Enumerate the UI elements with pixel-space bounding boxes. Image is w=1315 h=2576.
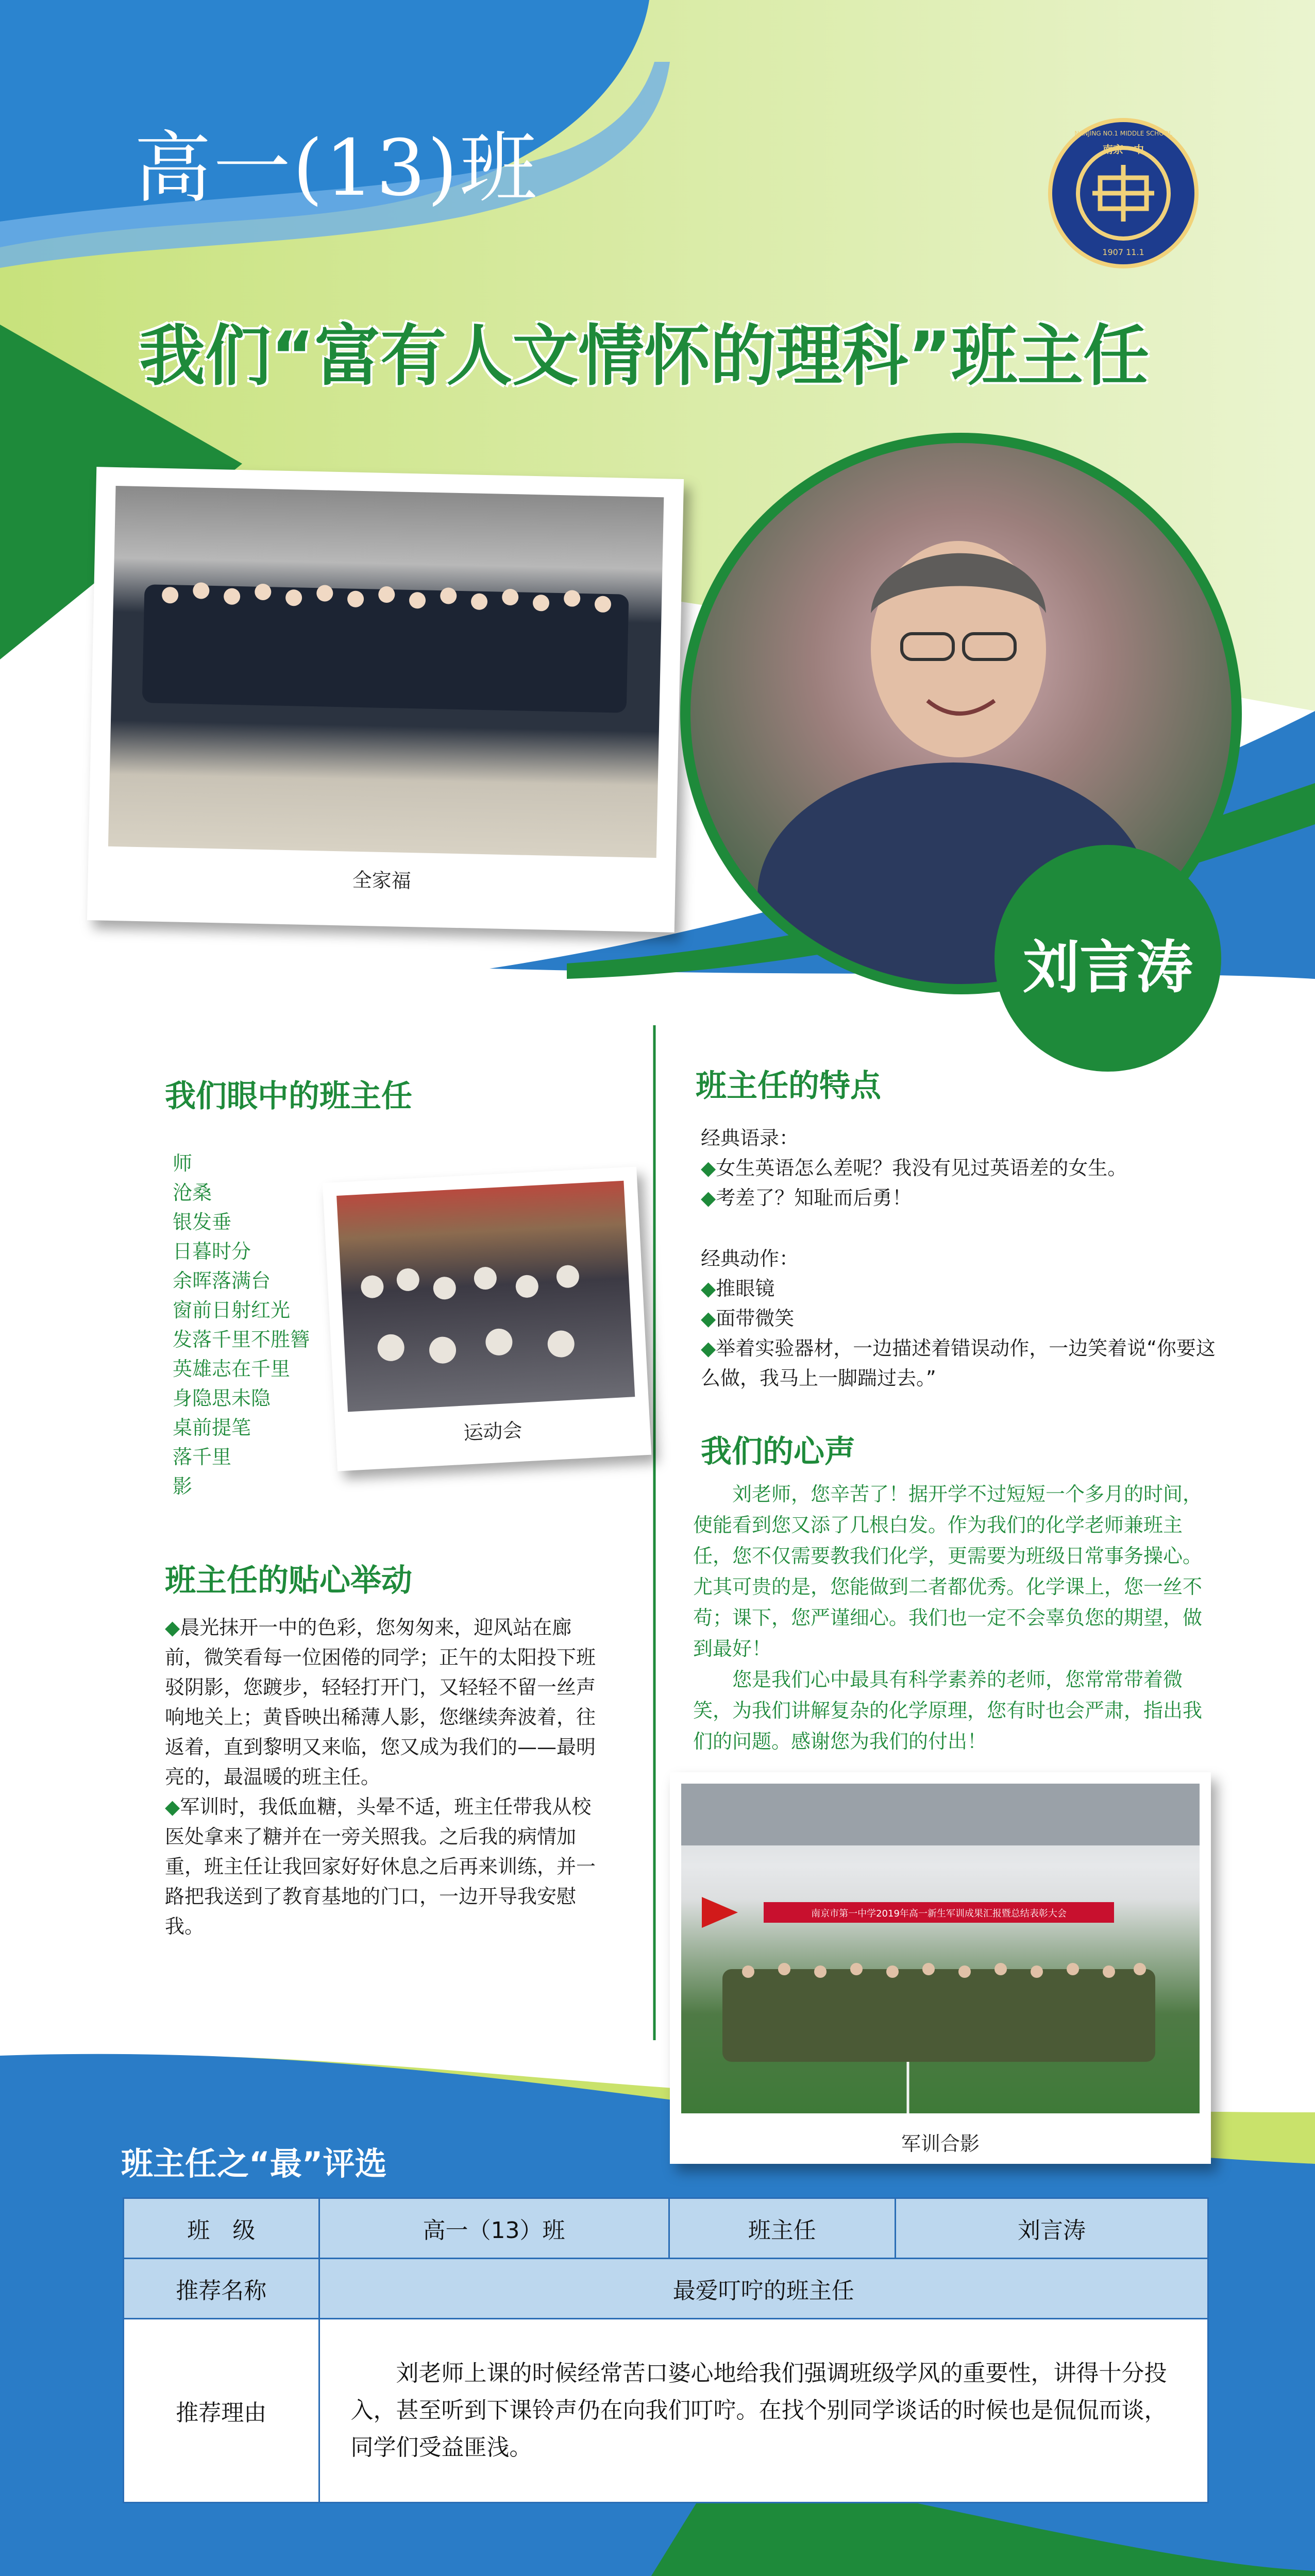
diamond-bullet-icon: ◆ <box>701 1307 716 1330</box>
eyes-section-title: 我们眼中的班主任 <box>165 1078 412 1114</box>
poem-line: 师 <box>173 1152 193 1175</box>
traits-section-title: 班主任的特点 <box>696 1068 881 1104</box>
poem-line: 落千里 <box>173 1446 232 1468</box>
voice-paragraph: 刘老师，您辛苦了！据开学不过短短一个多月的时间，使能看到您又添了几根白发。作为我们的化学老师兼班主任，您不仅需要教我们化学，更需要为班级日常事务操心。尤其可贵的是，您能做到二者都优秀。化学课上，您一丝不苟；课下，您严谨细心。我们也一定不会辜负您的期望，做到最好！ <box>693 1483 1203 1660</box>
quote-text: 女生英语怎么差呢？我没有见过英语差的女生。 <box>716 1157 1127 1179</box>
training-banner-text: 南京市第一中学2019年高一新生军训成果汇报暨总结表彰大会 <box>811 1908 1067 1919</box>
diamond-bullet-icon: ◆ <box>165 1795 180 1818</box>
voice-paragraph: 您是我们心中最具有科学素养的老师，您常常带着微笑，为我们讲解复杂的化学原理，您有时也会严肃，指出我们的问题。感谢您为我们的付出！ <box>693 1668 1203 1753</box>
group-photo-frame <box>87 467 684 933</box>
teacher-value: 刘言涛 <box>895 2198 1208 2259</box>
action-text: 推眼镜 <box>716 1277 775 1300</box>
grade-value: 高一（13）班 <box>319 2198 669 2259</box>
table-row <box>124 2259 1208 2319</box>
poem-line: 发落千里不胜簪 <box>173 1328 310 1351</box>
care-paragraph-text: 军训时，我低血糖，头晕不适，班主任带我从校医处拿来了糖并在一旁关照我。之后我的病情加重，班主任让我回家好好休息之后再来训练，并一路把我送到了教育基地的门口，一边开导我安慰我。 <box>165 1795 596 1938</box>
diamond-bullet-icon: ◆ <box>165 1616 180 1639</box>
poem <box>173 1149 310 1501</box>
school-logo <box>1046 116 1201 270</box>
title-label: 推荐名称 <box>124 2259 319 2319</box>
training-photo <box>681 1784 1200 2113</box>
poem-line: 日暮时分 <box>173 1240 251 1263</box>
logo-center-text: 南京一中 <box>1103 143 1144 156</box>
poem-line: 身隐思未隐 <box>173 1387 271 1410</box>
vote-section-title: 班主任之“最”评选 <box>121 2145 387 2182</box>
poem-line: 影 <box>173 1475 193 1498</box>
sports-photo <box>336 1181 635 1412</box>
poem-line: 银发垂 <box>173 1211 232 1233</box>
diamond-bullet-icon: ◆ <box>701 1157 716 1179</box>
group-photo-caption: 全家福 <box>352 868 412 893</box>
reason-label: 推荐理由 <box>124 2319 319 2503</box>
poem-line: 桌前提笔 <box>173 1416 251 1439</box>
care-paragraph <box>165 1613 603 1792</box>
grade-label: 班 级 <box>124 2198 319 2259</box>
sports-photo-frame <box>323 1166 651 1471</box>
quote-text: 考差了？知耻而后勇！ <box>716 1187 912 1209</box>
vote-table <box>123 2197 1209 2503</box>
teacher-name-badge <box>994 845 1221 1072</box>
care-paragraph <box>165 1792 603 1941</box>
poem-line: 英雄志在千里 <box>173 1358 291 1380</box>
care-paragraph-text: 晨光抹开一中的色彩，您匆匆来，迎风站在廊前，微笑看每一位困倦的同学；正午的太阳投下班驳阴影，您踱步，轻轻打开门，又轻轻不留一丝声响地关上；黄昏映出稀薄人影，您继续奔波着，往返着，直到黎明又来临，您又成为我们的——最明亮的，最温暖的班主任。 <box>165 1616 596 1788</box>
teacher-label: 班主任 <box>669 2198 895 2259</box>
quote-item <box>701 1183 1216 1213</box>
group-photo <box>108 486 664 858</box>
care-section-body <box>165 1613 603 1941</box>
poem-line: 沧桑 <box>173 1181 212 1204</box>
care-section-title: 班主任的贴心举动 <box>165 1563 412 1599</box>
teacher-name: 刘言涛 <box>1023 934 1193 1001</box>
class-title: 高一(13)班 <box>134 124 539 213</box>
actions-label: 经典动作： <box>701 1247 799 1270</box>
diamond-bullet-icon: ◆ <box>701 1277 716 1300</box>
main-heading: 我们“富有人文情怀的理科”班主任 <box>139 318 1150 395</box>
diamond-bullet-icon: ◆ <box>701 1337 716 1360</box>
action-item <box>701 1333 1216 1393</box>
title-value: 最爱叮咛的班主任 <box>319 2259 1208 2319</box>
action-text: 举着实验器材，一边描述着错误动作，一边笑着说“你要这么做，我马上一脚踹过去。” <box>701 1337 1216 1389</box>
reason-value: 刘老师上课的时候经常苦口婆心地给我们强调班级学风的重要性，讲得十分投入，甚至听到下课铃声仍在向我们叮咛。在找个别同学谈话的时候也是侃侃而谈，同学们受益匪浅。 <box>319 2319 1208 2503</box>
traits-body <box>701 1123 1216 1393</box>
action-item <box>701 1274 1216 1303</box>
logo-top-text: NANJING NO.1 MIDDLE SCHOOL <box>1074 130 1172 137</box>
voice-section-body <box>693 1479 1208 1757</box>
training-photo-frame <box>670 1772 1211 2164</box>
poem-line: 余晖落满台 <box>173 1269 271 1292</box>
quote-item <box>701 1153 1216 1183</box>
table-row <box>124 2319 1208 2503</box>
training-photo-caption: 军训合影 <box>901 2132 980 2155</box>
poem-line: 窗前日射红光 <box>173 1299 291 1321</box>
sports-photo-caption: 运动会 <box>463 1418 523 1445</box>
action-item <box>701 1303 1216 1333</box>
voice-section-title: 我们的心声 <box>701 1434 855 1470</box>
diamond-bullet-icon: ◆ <box>701 1187 716 1209</box>
action-text: 面带微笑 <box>716 1307 795 1330</box>
table-row <box>124 2198 1208 2259</box>
logo-year: 1907 11.1 <box>1102 247 1144 257</box>
quotes-label: 经典语录： <box>701 1127 799 1149</box>
